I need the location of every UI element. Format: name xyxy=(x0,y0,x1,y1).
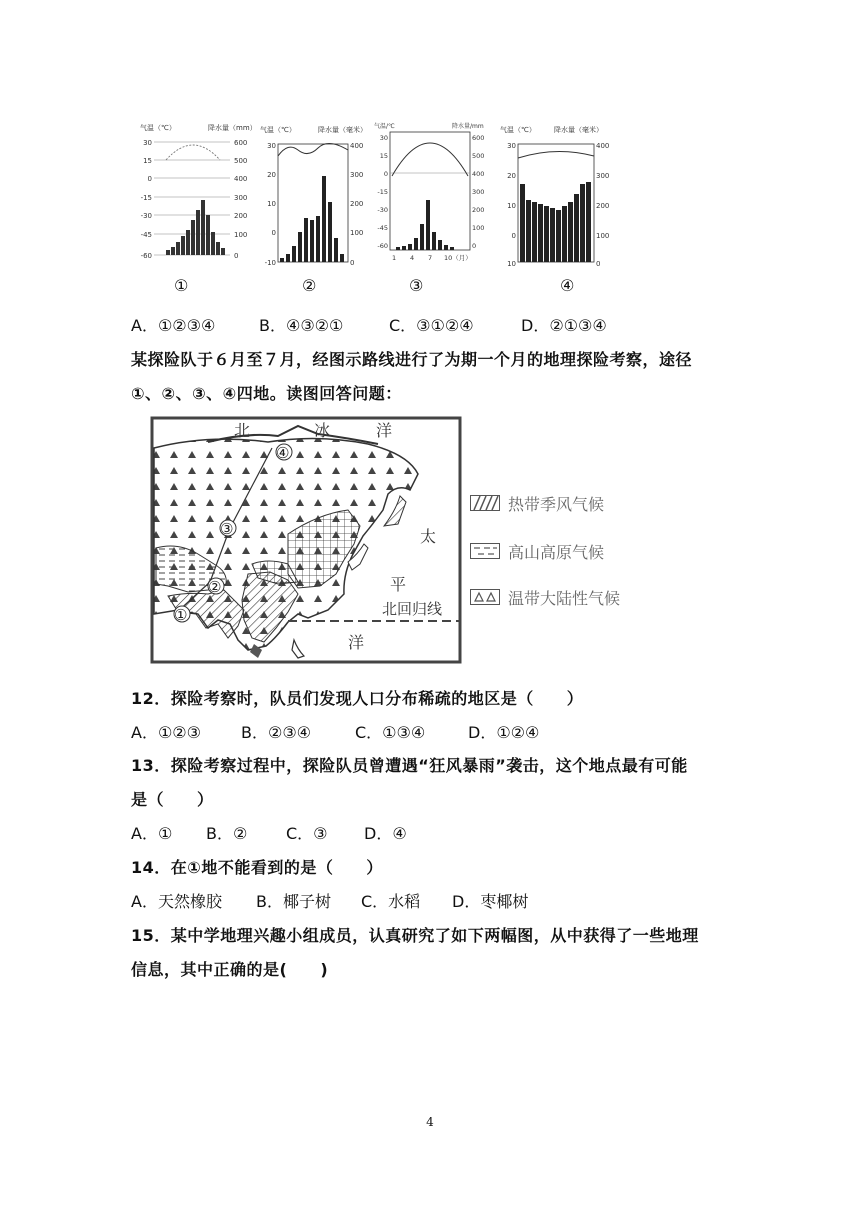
q12-stem: 12．探险考察时，队员们发现人口分布稀疏的地区是（ ） xyxy=(131,689,584,708)
map-label-bing: 冰 xyxy=(314,421,331,440)
svg-text:10（月）: 10（月） xyxy=(444,254,472,262)
svg-text:0: 0 xyxy=(596,260,601,268)
q13-stem-1: 13．探险考察过程中，探险队员曾遭遇“狂风暴雨”袭击，这个地点最有可能 xyxy=(131,756,688,775)
map-label-tai: 太 xyxy=(420,527,437,546)
svg-text:30: 30 xyxy=(143,139,152,147)
svg-text:7: 7 xyxy=(428,254,433,262)
climate-chart-1 xyxy=(138,120,257,270)
svg-text:0: 0 xyxy=(147,175,152,183)
svg-text:15: 15 xyxy=(143,157,152,165)
legend-label-highland: 高山高原气候 xyxy=(508,542,605,562)
svg-text:400: 400 xyxy=(234,175,248,183)
svg-text:100: 100 xyxy=(234,231,248,239)
svg-text:100: 100 xyxy=(350,229,364,237)
svg-text:10: 10 xyxy=(267,200,276,208)
chart4-precip-title: 降水量（毫米） xyxy=(554,126,603,134)
q13-option-a: A．① xyxy=(131,824,173,843)
svg-text:500: 500 xyxy=(234,157,248,165)
legend-label-tropical-monsoon: 热带季风气候 xyxy=(508,494,605,514)
q11-option-c: C．③①②④ xyxy=(389,316,474,335)
hatch-swatch-icon xyxy=(470,495,500,511)
q12-option-a: A．①②③ xyxy=(131,723,201,742)
chart4-temp-title: 气温（℃） xyxy=(500,126,536,134)
svg-text:0: 0 xyxy=(472,242,477,250)
tropic-label: 北回归线 xyxy=(382,600,443,618)
svg-text:200: 200 xyxy=(472,206,485,214)
chart-label-2: ② xyxy=(302,276,317,295)
map-label-yang-pacific: 洋 xyxy=(348,633,365,652)
svg-text:100: 100 xyxy=(596,232,610,240)
q11-option-b: B．④③②① xyxy=(259,316,344,335)
svg-text:-30: -30 xyxy=(140,212,152,220)
triangle-swatch-icon xyxy=(470,589,500,605)
svg-text:200: 200 xyxy=(596,202,610,210)
svg-text:10: 10 xyxy=(507,202,516,210)
svg-text:15: 15 xyxy=(379,152,388,160)
svg-text:300: 300 xyxy=(596,172,610,180)
dash-swatch-icon xyxy=(470,543,500,559)
point-1: ① xyxy=(174,606,188,624)
svg-text:-60: -60 xyxy=(377,242,388,250)
point-3: ③ xyxy=(220,520,234,538)
svg-text:-30: -30 xyxy=(377,206,388,214)
svg-text:600: 600 xyxy=(234,139,248,147)
q14-option-a: A．天然橡胶 xyxy=(131,892,222,911)
svg-text:1: 1 xyxy=(392,254,397,262)
svg-text:300: 300 xyxy=(472,188,485,196)
legend-label-temperate-continental: 温带大陆性气候 xyxy=(508,588,621,608)
point-2: ② xyxy=(208,578,222,596)
svg-text:400: 400 xyxy=(350,142,364,150)
q14-option-d: D．枣椰树 xyxy=(452,892,529,911)
intro-line-2: ①、②、③、④四地。读图回答问题： xyxy=(131,384,402,403)
chart-label-4: ④ xyxy=(560,276,575,295)
chart-label-1: ① xyxy=(174,276,189,295)
climate-chart-2 xyxy=(258,120,370,270)
q11-option-d: D．②①③④ xyxy=(521,316,607,335)
svg-text:100: 100 xyxy=(472,224,485,232)
climate-chart-4 xyxy=(498,120,618,270)
climate-charts xyxy=(138,120,618,270)
q15-stem-2: 信息，其中正确的是( ) xyxy=(131,960,329,979)
svg-text:20: 20 xyxy=(267,171,276,179)
chart3-precip-title: 降水量/mm xyxy=(452,123,484,130)
map-label-yang-north: 洋 xyxy=(376,421,393,440)
q13-stem-2: 是（ ） xyxy=(131,790,214,809)
legend-highland xyxy=(470,540,604,562)
svg-text:0: 0 xyxy=(271,229,276,237)
svg-text:0: 0 xyxy=(234,252,239,260)
q14-stem: 14．在①地不能看到的是（ ） xyxy=(131,858,383,877)
q14-option-b: B．椰子树 xyxy=(256,892,331,911)
chart2-temp-title: 气温（℃） xyxy=(260,126,296,134)
svg-text:10: 10 xyxy=(507,260,516,268)
svg-text:200: 200 xyxy=(234,212,248,220)
intro-line-1: 某探险队于６月至７月，经图示路线进行了为期一个月的地理探险考察，途径 xyxy=(131,350,693,369)
q13-option-d: D．④ xyxy=(364,824,407,843)
chart3-temp-title: 气温/℃ xyxy=(374,123,395,130)
svg-text:30: 30 xyxy=(507,142,516,150)
svg-text:0: 0 xyxy=(383,170,388,178)
q12-option-b: B．②③④ xyxy=(241,723,312,742)
chart1-precip-title: 降水量（mm） xyxy=(208,124,257,132)
svg-text:30: 30 xyxy=(379,134,388,142)
legend-tropical-monsoon xyxy=(470,492,604,514)
q12-option-d: D．①②④ xyxy=(468,723,540,742)
svg-text:400: 400 xyxy=(472,170,485,178)
svg-text:30: 30 xyxy=(267,142,276,150)
chart-label-3: ③ xyxy=(409,276,424,295)
map-legend xyxy=(470,488,650,618)
svg-text:-10: -10 xyxy=(264,259,276,267)
q13-option-c: C．③ xyxy=(286,824,328,843)
point-4: ④ xyxy=(276,444,290,462)
chart2-precip-title: 降水量（毫米） xyxy=(318,126,367,134)
svg-text:-45: -45 xyxy=(377,224,388,232)
svg-text:300: 300 xyxy=(350,171,364,179)
q13-option-b: B．② xyxy=(206,824,248,843)
svg-text:0: 0 xyxy=(350,259,355,267)
svg-text:300: 300 xyxy=(234,194,248,202)
svg-text:4: 4 xyxy=(410,254,415,262)
svg-text:-15: -15 xyxy=(377,188,388,196)
svg-text:200: 200 xyxy=(350,200,364,208)
chart1-temp-title: 气温（℃） xyxy=(140,124,176,132)
svg-text:400: 400 xyxy=(596,142,610,150)
climate-chart-3 xyxy=(374,120,492,270)
svg-text:500: 500 xyxy=(472,152,485,160)
legend-temperate-continental xyxy=(470,586,620,608)
svg-text:20: 20 xyxy=(507,172,516,180)
map-label-ping: 平 xyxy=(390,575,407,594)
q11-option-a: A．①②③④ xyxy=(131,316,216,335)
svg-text:-45: -45 xyxy=(140,231,152,239)
q14-option-c: C．水稻 xyxy=(361,892,421,911)
svg-text:600: 600 xyxy=(472,134,485,142)
svg-text:0: 0 xyxy=(511,232,516,240)
route-map xyxy=(148,414,464,666)
q15-stem-1: 15．某中学地理兴趣小组成员，认真研究了如下两幅图，从中获得了一些地理 xyxy=(131,926,699,945)
map-label-bei: 北 xyxy=(234,421,251,440)
svg-text:-15: -15 xyxy=(140,194,152,202)
page-number: 4 xyxy=(426,1115,434,1129)
svg-text:-60: -60 xyxy=(140,252,152,260)
q12-option-c: C．①③④ xyxy=(355,723,426,742)
